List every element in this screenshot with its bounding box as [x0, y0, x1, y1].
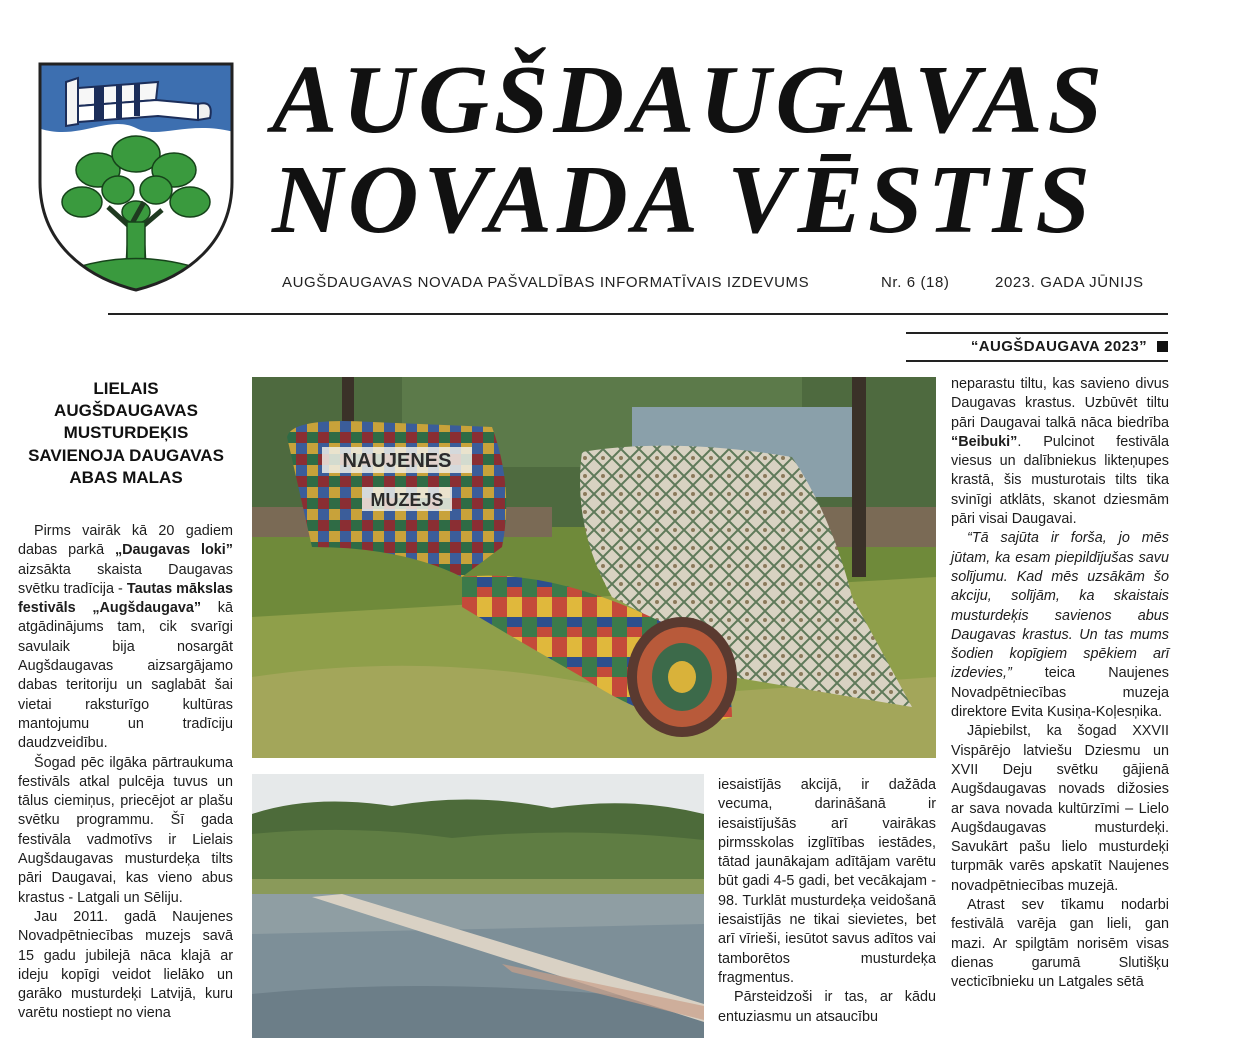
masthead-divider: [108, 313, 1168, 315]
text-run: kā atgādinājums tam, cik svarīgi savulaik bija nosargāt Augšdaugavas aizsargājamo dabas teritoriju un saglabāt šai vietai raksturīgo kultūras mantojumu un tradīciju daudzveidību.: [18, 600, 233, 752]
photo-blankets: [252, 377, 936, 758]
text-run-bold: “Beibuki”: [951, 433, 1018, 450]
issue-date: 2023. GADA JŪNIJS: [995, 274, 1144, 291]
text-run: aizsākta skaista Daugavas svētku tradīcija -: [18, 561, 233, 597]
text-run: teica Naujenes Novadpētniecības muzeja direktore Evita Kusiņa-Koļesņika.: [951, 665, 1169, 721]
text-run: neparastu tiltu, kas savieno divus Daugavas krastus. Uzbūvēt tiltu pāri Daugavai talkā nāca biedrība: [951, 376, 1169, 431]
text-run-bold: Tautas mākslas festivāls „Augšdaugava”: [18, 580, 233, 617]
square-bullet-icon: [1157, 341, 1168, 352]
paragraph: [18, 522, 233, 754]
photo-river-bridge: [252, 774, 704, 1038]
blanket-text-2: MUZEJS: [370, 490, 444, 510]
masthead-title-line1: AUGŠDAUGAVAS: [272, 46, 1108, 154]
paragraph: Pārsteidzoši ir tas, ar kādu entuziasmu un atsaucību: [718, 989, 936, 1025]
publication-subtitle: AUGŠDAUGAVAS NOVADA PAŠVALDĪBAS INFORMATĪVAIS IZDEVUMS: [282, 274, 810, 291]
article-headline: LIELAIS AUGŠDAUGAVAS MUSTURDEĶIS SAVIENOJA DAUGAVAS ABAS MALAS: [28, 379, 224, 487]
paragraph: [951, 375, 1169, 529]
masthead-title: [272, 46, 1202, 254]
masthead-title-line2: NOVADA VĒSTIS: [272, 146, 1095, 254]
blanket-text-1: NAUJENES: [342, 450, 452, 472]
article-column-1: [18, 522, 233, 1024]
paragraph: [951, 529, 1169, 722]
section-label-text: “AUGŠDAUGAVA 2023”: [970, 338, 1147, 355]
paragraph: Atrast sev tīkamu nodarbi festivālā varēja gan lieli, gan mazi. Ar spilgtām norisēm visas dienas garumā Slutišķu vecticībnieku un Latgales sētā: [951, 897, 1169, 991]
text-run-bold: „Daugavas loki”: [114, 542, 233, 559]
issue-number: Nr. 6 (18): [881, 274, 950, 291]
article-column-3: [951, 375, 1169, 993]
section-label: [906, 332, 1168, 362]
text-run: Pirms vairāk kā 20 gadiem dabas parkā: [18, 523, 233, 559]
paragraph: iesaistījās akcijā, ir dažāda vecuma, darināšanā ir iesaistījušās arī vairākas pirmsskolas izglītības iestādes, tātad jaunākajam adītājam varētu būt gadi 4-5 gadi, bet vecākajam - 98. Turklāt musturdeķa veidošanā iesaistījās ne tikai sievietes, bet arī vīrieši, iesūtot savus adītos vai tamborētos musturdeķa fragmentus.: [718, 777, 936, 986]
paragraph: Jau 2011. gadā Naujenes Novadpētniecības muzejs savā 15 gadu jubilejā nāca klajā ar ideju kopīgi veidot lielāko un garāko musturdeķi Latvijā, kuru varētu nostiept no viena: [18, 908, 233, 1022]
article-column-2: [718, 776, 936, 1027]
coat-of-arms-logo: [38, 62, 234, 292]
quote-text: “Tā sajūta ir forša, jo mēs jūtam, ka esam piepildījušas savu solījumu. Kad mēs uzsākām šo akciju, solījām, ka skaistais musturdeķis savienos abus Daugavas krastus. Un tas mums šodien kopīgiem spēkiem arī izdevies,”: [951, 530, 1169, 682]
paragraph: Jāpiebilst, ka šogad XXVII Vispārējo latviešu Dziesmu un XVII Deju svētku gājienā Augšdaugavas novads dižosies ar sava novada kultūrzīmi – Lielo Augšdaugavas musturdeķi. Savukārt pašu lielo musturdeķi turpmāk varēs apskatīt Naujenes novadpētniecības muzejā.: [951, 723, 1169, 894]
paragraph: Šogad pēc ilgāka pārtraukuma festivāls atkal pulcēja tuvus un tālus ciemiņus, priecējot ar plašu svētku programmu. Šī gada festivāla vadmotīvs ir Lielais Augšdaugavas musturdeķa tilts pāri Daugavai, kas vieno abus krastus - Latgali un Sēliju.: [18, 754, 233, 906]
text-run: . Pulcinot festivāla viesus un dalībniekus likteņupes krastā, šis musturotais tilts tika svinīgi atklāts, skanot dziesmām pāri visai Daugavai.: [951, 433, 1169, 528]
